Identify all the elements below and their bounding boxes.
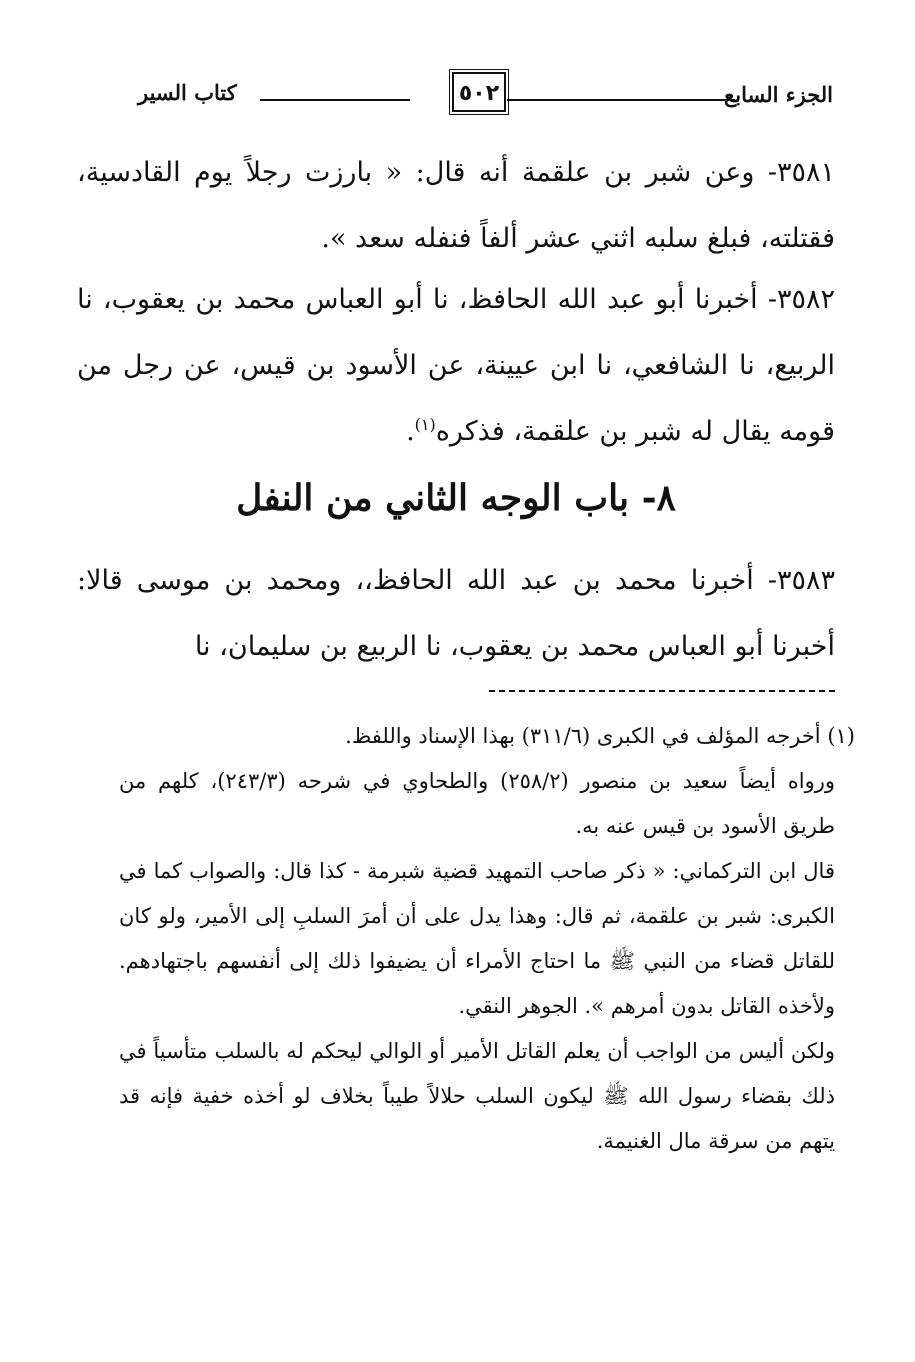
footnote-paragraph: قال ابن التركماني: « ذكر صاحب التمهيد قضية شبرمة - كذا قال: والصواب كما في الكبرى: شبر بن علقمة، ثم قال: وهذا يدل على أن أمرَ السلبِ إلى الأمير، ولو كان للقاتل قضاء من النبي ﷺ ما احتاج الأمراء أن يضيفوا ذلك إلى أنفسهم باجتهادهم. ولأخذه القاتل بدون أمرهم ». الجوهر النقي. (119, 859, 835, 1018)
volume-label: الجزء السابع (724, 82, 833, 107)
footnote-paragraph: ورواه أيضاً سعيد بن منصور (٢٥٨/٢) والطحاوي في شرحه (٢٤٣/٣)، كلهم من طريق الأسود بن قيس عنه به. (119, 769, 835, 838)
chapter-heading: ٨- باب الوجه الثاني من النفل (236, 477, 676, 519)
header-rule-right (507, 99, 735, 101)
hadith-3582 (77, 267, 835, 465)
book-title: كتاب السير (138, 80, 237, 105)
hadith-3581: ٣٥٨١- وعن شبر بن علقمة أنه قال: « بارزت رجلاً يوم القادسية، فقتلته، فبلغ سلبه اثني عشر ألفاً فنفله سعد ». (77, 157, 835, 254)
footnotes (119, 714, 855, 1164)
hadith-3582-end: . (406, 416, 415, 447)
running-header (110, 72, 833, 122)
hadith-3582-text: ٣٥٨٢- أخبرنا أبو عبد الله الحافظ، نا أبو العباس محمد بن يعقوب، نا الربيع، نا الشافعي، نا ابن عيينة، عن الأسود بن قيس، عن رجل من قومه يقال له شبر بن علقمة، فذكره (77, 284, 835, 447)
header-rule-left (260, 99, 410, 101)
footnote-separator (489, 690, 835, 692)
hadith-3583: ٣٥٨٣- أخبرنا محمد بن عبد الله الحافظ،، ومحمد بن موسى قالا: أخبرنا أبو العباس محمد بن يعقوب، نا الربيع بن سليمان، نا (77, 565, 835, 662)
footnote-paragraph: ولكن أليس من الواجب أن يعلم القاتل الأمير أو الوالي ليحكم له بالسلب متأسياً في ذلك بقضاء رسول الله ﷺ ليكون السلب حلالاً طيباً بخلاف لو أخذه خفية فإنه قد يتهم من سرقة مال الغنيمة. (119, 1039, 835, 1153)
footnote-reference: (١) (414, 415, 436, 434)
page-number: ٥٠٢ (452, 72, 506, 112)
footnote-1: (١) أخرجه المؤلف في الكبرى (٣١١/٦) بهذا الإسناد واللفظ. (345, 724, 855, 748)
